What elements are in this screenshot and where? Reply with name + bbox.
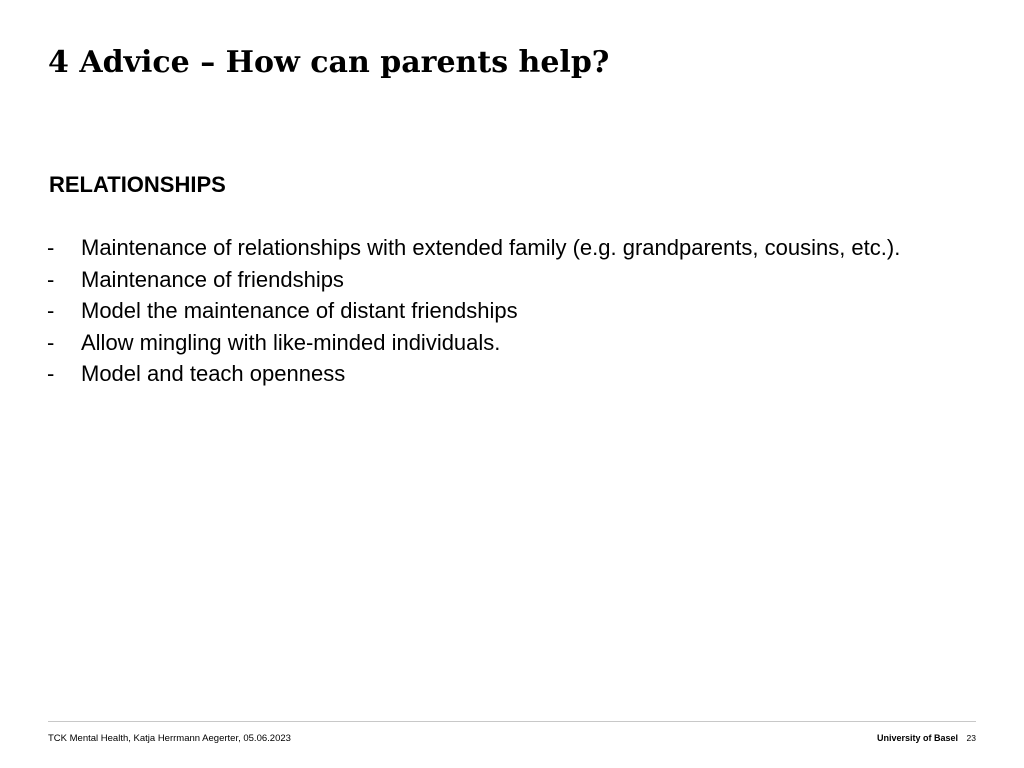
page-number: 23 — [966, 733, 976, 743]
bullet-list — [47, 232, 987, 390]
slide-title: 4 Advice – How can parents help? — [48, 45, 610, 80]
bullet-text: Maintenance of relationships with extended family (e.g. grandparents, cousins, etc.). — [81, 235, 901, 260]
bullet-marker: - — [47, 266, 55, 292]
section-heading: RELATIONSHIPS — [49, 172, 226, 197]
footer-citation: TCK Mental Health, Katja Herrmann Aegerter, 05.06.2023 — [48, 733, 291, 744]
bullet-item — [47, 358, 987, 390]
bullet-item — [47, 327, 987, 359]
bullet-text: Maintenance of friendships — [81, 266, 344, 292]
bullet-item — [47, 232, 987, 264]
bullet-marker: - — [47, 235, 55, 260]
bullet-marker: - — [47, 298, 55, 323]
footer-divider — [48, 721, 976, 722]
bullet-marker: - — [47, 329, 55, 355]
footer-branding — [877, 732, 976, 744]
bullet-text: Allow mingling with like-minded individuals. — [81, 329, 501, 355]
bullet-text: Model and teach openness — [81, 361, 346, 386]
bullet-item — [47, 264, 987, 296]
bullet-marker: - — [47, 361, 55, 386]
university-name: University of Basel — [876, 733, 959, 743]
bullet-item — [47, 295, 987, 327]
bullet-text: Model the maintenance of distant friendships — [81, 298, 518, 323]
